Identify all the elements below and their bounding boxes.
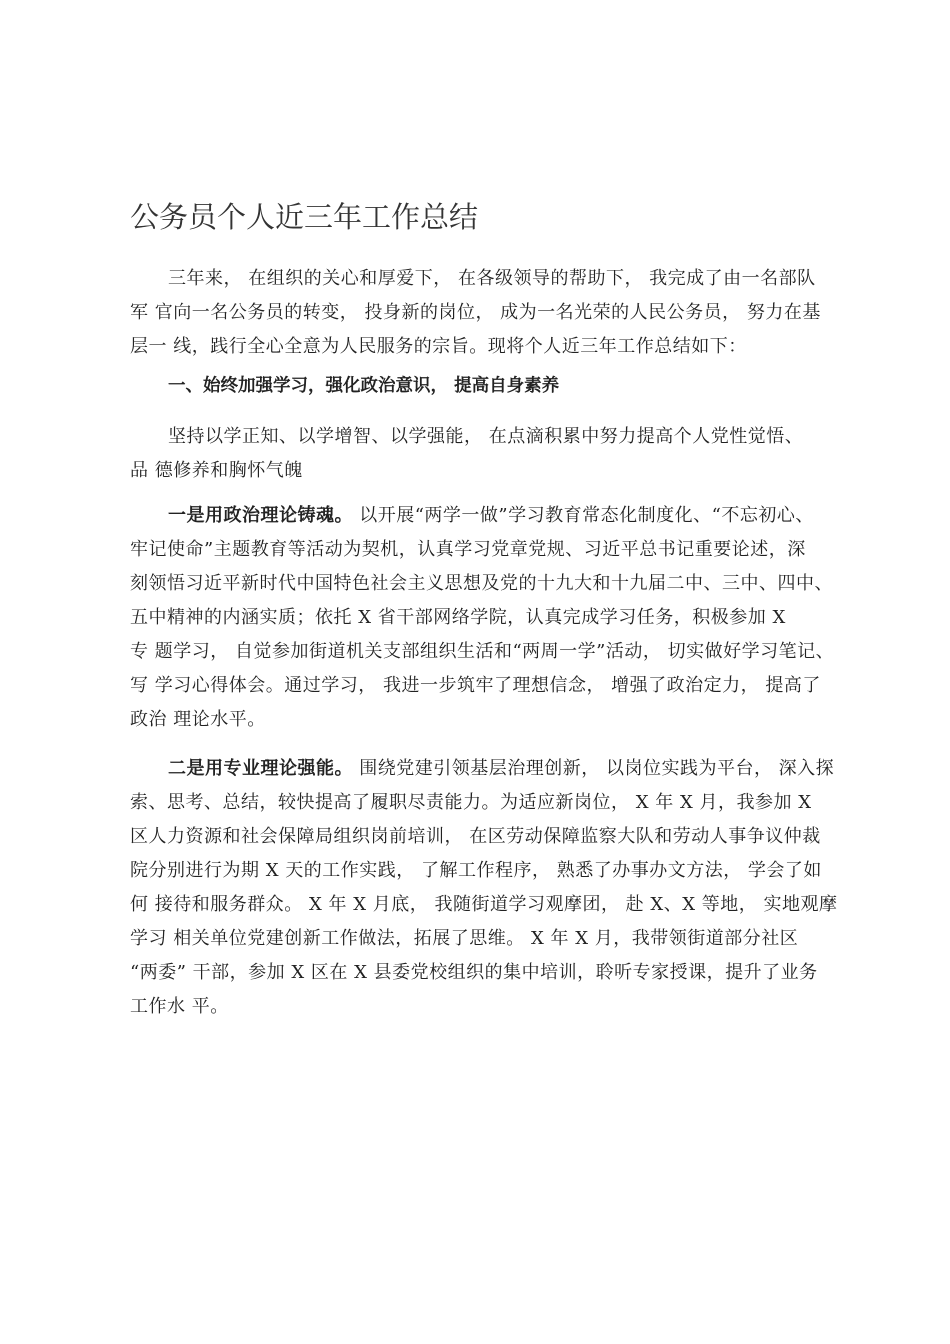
item-line: 政治 理论水平。 bbox=[130, 709, 266, 730]
item-line: 学习 相关单位党建创新工作做法，拓展了思维。 X 年 X 月，我带领街道部分社区 bbox=[130, 928, 799, 949]
item-line: 写 学习心得体会。通过学习， 我进一步筑牢了理想信念， 增强了政治定力， 提高了 bbox=[130, 675, 821, 696]
item-first-line bbox=[130, 499, 830, 533]
item-paragraph-professional bbox=[130, 752, 838, 1024]
item-lead: 一是用政治理论铸魂。 bbox=[168, 505, 353, 526]
intro-paragraph bbox=[130, 262, 830, 364]
section-intro-line: 品 德修养和胸怀气魄 bbox=[130, 460, 303, 481]
item-line: 刻领悟习近平新时代中国特色社会主义思想及党的十九大和十九届二中、三中、四中、 bbox=[130, 573, 833, 594]
item-paragraph-political bbox=[130, 499, 835, 737]
intro-line: 三年来， 在组织的关心和厚爱下， 在各级领导的帮助下， 我完成了由一名部队 bbox=[168, 268, 816, 289]
intro-line: 军 官向一名公务员的转变， 投身新的岗位， 成为一名光荣的人民公务员， 努力在基 bbox=[130, 302, 821, 323]
item-line: 专 题学习， 自觉参加街道机关支部组织生活和“两周一学”活动， 切实做好学习笔记、 bbox=[130, 641, 835, 662]
item-line: 何 接待和服务群众。 X 年 X 月底， 我随街道学习观摩团， 赴 X、X 等地， 实地观摩 bbox=[130, 894, 838, 915]
item-line: “两委” 干部，参加 X 区在 X 县委党校组织的集中培训，聆听专家授课，提升了业务 bbox=[130, 962, 818, 983]
item-line: 院分别进行为期 X 天的工作实践， 了解工作程序， 熟悉了办事办文方法， 学会了如 bbox=[130, 860, 822, 881]
item-line: 工作水 平。 bbox=[130, 996, 229, 1017]
section-intro-paragraph bbox=[130, 420, 830, 488]
section-heading: 一、始终加强学习，强化政治意识， 提高自身素养 bbox=[168, 376, 560, 396]
document-title: 公务员个人近三年工作总结 bbox=[130, 200, 479, 234]
item-line: 索、思考、总结，较快提高了履职尽责能力。为适应新岗位， X 年 X 月，我参加 X bbox=[130, 792, 812, 813]
item-first-line bbox=[130, 752, 835, 786]
item-text: 以开展“两学一做”学习教育常态化制度化、“不忘初心、 bbox=[353, 505, 814, 526]
item-text: 围绕党建引领基层治理创新， 以岗位实践为平台， 深入探 bbox=[353, 758, 835, 779]
item-line: 区人力资源和社会保障局组织岗前培训， 在区劳动保障监察大队和劳动人事争议仲裁 bbox=[130, 826, 821, 847]
item-line: 牢记使命”主题教育等活动为契机，认真学习党章党规、习近平总书记重要论述，深 bbox=[130, 539, 806, 560]
item-lead: 二是用专业理论强能。 bbox=[168, 758, 353, 779]
intro-line: 层一 线，践行全心全意为人民服务的宗旨。现将个人近三年工作总结如下： bbox=[130, 336, 747, 357]
section-intro-line: 坚持以学正知、以学增智、以学强能， 在点滴积累中努力提高个人党性觉悟、 bbox=[168, 426, 804, 447]
item-line: 五中精神的内涵实质；依托 X 省干部网络学院，认真完成学习任务，积极参加 X bbox=[130, 607, 786, 628]
